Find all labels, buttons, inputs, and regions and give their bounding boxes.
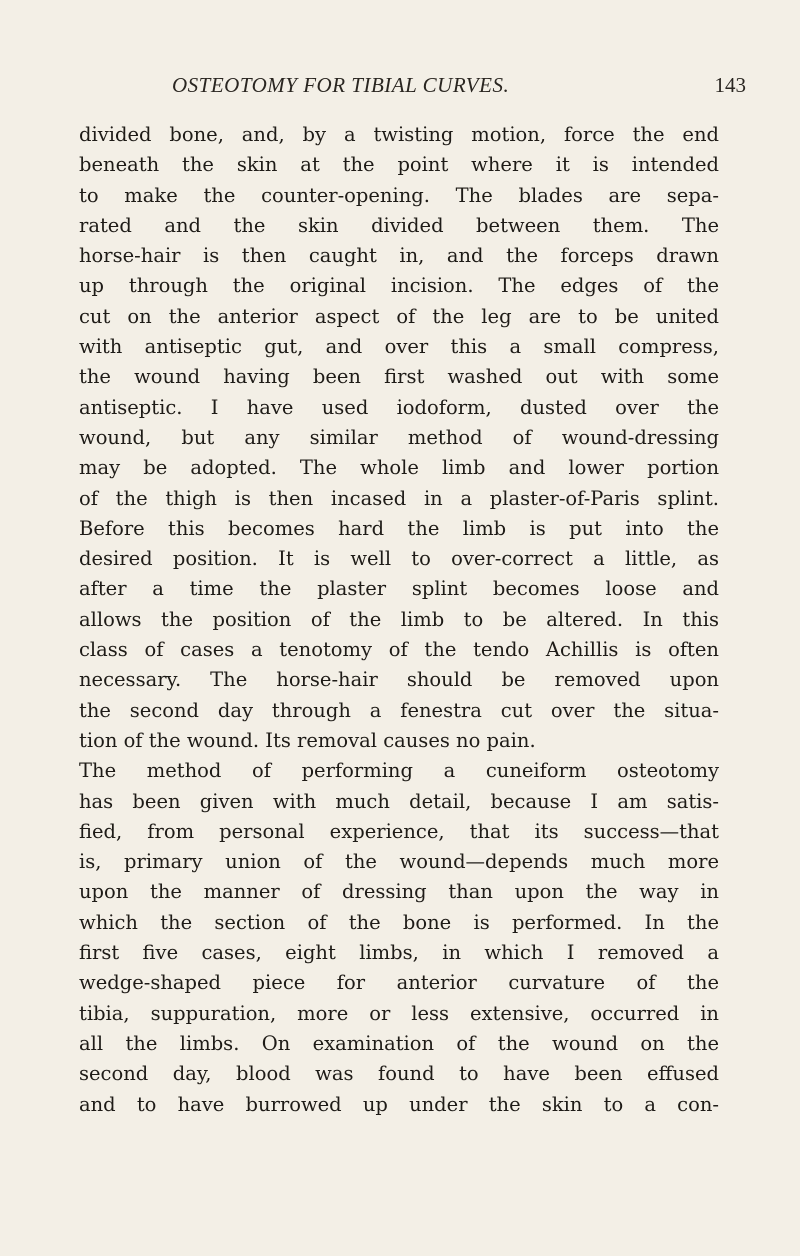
text-line: the second day through a fenestra cut over the situa- — [79, 698, 719, 722]
page-number: 143 — [714, 73, 746, 97]
running-title: OSTEOTOMY FOR TIBIAL CURVES. — [172, 73, 510, 97]
body-text — [79, 120, 719, 1120]
text-line: class of cases a tenotomy of the tendo Achillis is often — [79, 638, 719, 662]
text-line: cut on the anterior aspect of the leg are to be united — [79, 304, 719, 328]
text-line: all the limbs. On examination of the wound on the — [79, 1031, 719, 1055]
text-line: tibia, suppuration, more or less extensive, occurred in — [79, 1001, 719, 1025]
text-line: antiseptic. I have used iodoform, dusted over the — [79, 395, 719, 419]
text-line: necessary. The horse-hair should be removed upon — [79, 668, 719, 692]
text-line: to make the counter-opening. The blades are sepa- — [79, 183, 719, 207]
text-line: second day, blood was found to have been effused — [79, 1062, 719, 1086]
running-head — [80, 73, 772, 103]
text-line: divided bone, and, by a twisting motion, force the end — [79, 123, 719, 146]
text-line: may be adopted. The whole limb and lower portion — [79, 456, 719, 480]
text-line: tion of the wound. Its removal causes no pain. — [79, 728, 536, 752]
text-line: and to have burrowed up under the skin to a con- — [79, 1092, 719, 1116]
text-line: upon the manner of dressing than upon the way in — [79, 880, 719, 904]
text-line: which the section of the bone is performed. In the — [79, 910, 719, 934]
text-line: desired position. It is well to over-correct a little, as — [79, 547, 719, 571]
text-line: fied, from personal experience, that its success—that — [79, 819, 719, 843]
text-line: of the thigh is then incased in a plaster-of-Paris splint. — [79, 486, 719, 510]
text-line: The method of performing a cuneiform osteotomy — [79, 759, 719, 783]
text-line: has been given with much detail, because I am satis- — [79, 789, 719, 813]
text-line: is, primary union of the wound—depends much more — [79, 850, 719, 874]
text-line: horse-hair is then caught in, and the forceps drawn — [79, 244, 719, 268]
text-line: wound, but any similar method of wound-dressing — [79, 425, 719, 449]
text-line: wedge-shaped piece for anterior curvature of the — [79, 971, 719, 995]
text-line: first five cases, eight limbs, in which I removed a — [79, 941, 719, 965]
text-line: allows the position of the limb to be altered. In this — [79, 607, 719, 631]
text-line: up through the original incision. The edges of the — [79, 274, 719, 298]
text-line: after a time the plaster splint becomes loose and — [79, 577, 719, 601]
text-line: beneath the skin at the point where it is intended — [79, 153, 719, 177]
text-line: with antiseptic gut, and over this a small compress, — [79, 335, 719, 359]
text-line: the wound having been first washed out with some — [79, 365, 719, 389]
text-line: rated and the skin divided between them. The — [79, 213, 719, 237]
text-line: Before this becomes hard the limb is put into the — [79, 516, 719, 540]
